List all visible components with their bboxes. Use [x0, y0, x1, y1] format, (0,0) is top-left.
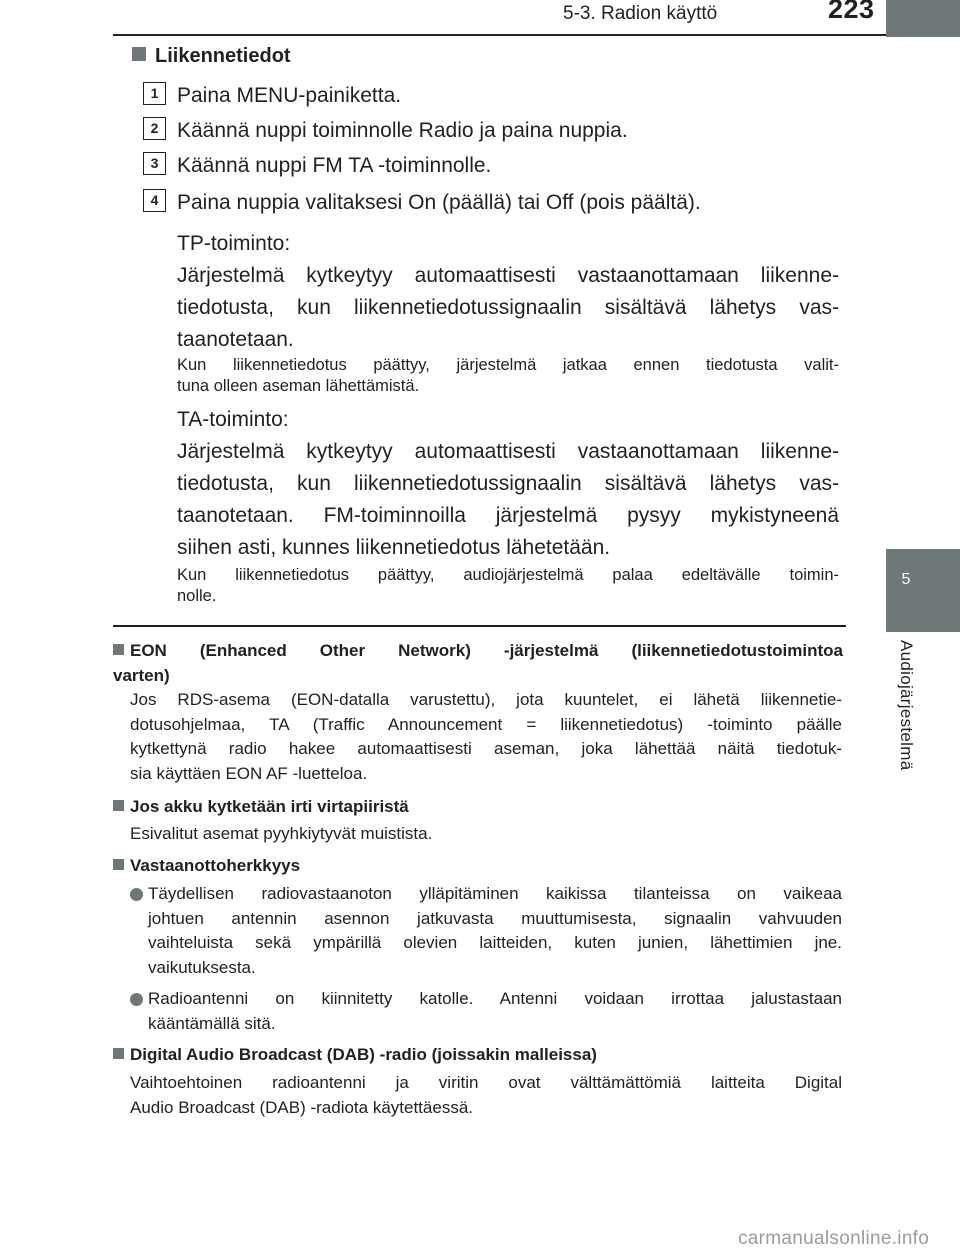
bullet-line: kääntämällä sitä. [148, 1013, 276, 1033]
dab-title-text: Digital Audio Broadcast (DAB) -radio (joissakin malleissa) [130, 1045, 597, 1064]
square-bullet-icon [113, 859, 124, 870]
battery-body: Esivalitut asemat pyyhkiytyvät muistista. [130, 824, 433, 843]
chapter-number: 5 [901, 571, 911, 588]
eon-title-line [113, 638, 843, 663]
step-text: Paina nuppia valitaksesi On (päällä) tai Off (pois päältä). [177, 191, 701, 214]
tp-description [177, 228, 839, 356]
ta-description [177, 404, 839, 564]
battery-title-text: Jos akku kytketään irti virtapiiristä [130, 797, 409, 816]
dab-body-line: Audio Broadcast (DAB) -radiota käytettäessä. [130, 1097, 473, 1117]
tp-note-line: Kun liikennetiedotus päättyy, järjestelmä jatkaa ennen tiedotusta valit- [177, 356, 839, 374]
header-section-title: 5-3. Radion käyttö [563, 3, 718, 24]
sensitivity-title-text: Vastaanottoherkkyys [130, 856, 301, 875]
square-bullet-icon [113, 800, 124, 811]
ta-heading: TA-toiminto: [177, 408, 289, 431]
ta-note-line: nolle. [177, 587, 217, 605]
chapter-label: Audiojärjestelmä [897, 640, 916, 771]
eon-body-line: sia käyttäen EON AF -luetteloa. [130, 763, 368, 783]
step-text: Käännä nuppi FM TA -toiminnolle. [177, 154, 492, 177]
round-bullet-icon [130, 993, 143, 1006]
square-bullet-icon [132, 47, 146, 61]
ta-line: siihen asti, kunnes liikennetiedotus lähetetään. [177, 536, 611, 559]
section-title-text: Liikennetiedot [155, 45, 291, 67]
round-bullet-icon [130, 888, 143, 901]
bullet-line: Radioantenni on kiinnitetty katolle. Antenni voidaan irrottaa jalustastaan [148, 989, 842, 1008]
bullet-line: Täydellisen radiovastaanoton ylläpitäminen kaikissa tilanteissa on vaikeaa [148, 884, 842, 903]
step-number-box: 1 [143, 82, 166, 105]
watermark: carmanualsonline.info [738, 1228, 930, 1249]
step-text: Käännä nuppi toiminnolle Radio ja paina nuppia. [177, 119, 628, 142]
eon-title-line: varten) [113, 666, 170, 685]
eon-body [130, 688, 842, 786]
dab-body [130, 1071, 842, 1120]
step-number-box: 3 [143, 152, 166, 175]
square-bullet-icon [113, 644, 124, 655]
dab-title [113, 1042, 843, 1067]
step-number-box: 4 [143, 189, 166, 212]
ta-line: taanotetaan. FM-toiminnoilla järjestelmä pysyy mykistyneenä [177, 504, 839, 527]
bullet-line: vaihteluista sekä ympärillä olevien laitteiden, kuten junien, lähettimien jne. [148, 933, 842, 952]
eon-title [113, 638, 843, 688]
tp-note-line: tuna olleen aseman lähettämistä. [177, 377, 420, 395]
header-rule [113, 34, 960, 36]
tp-note [177, 355, 839, 397]
sensitivity-bullet-2 [148, 987, 842, 1036]
ta-line: tiedotusta, kun liikennetiedotussignaalin sisältävä lähetys vas- [177, 472, 839, 495]
tp-line: Järjestelmä kytkeytyy automaattisesti vastaanottamaan liikenne- [177, 264, 839, 287]
eon-title-text: EON (Enhanced Other Network) -järjestelmä (liikennetiedotustoimintoa [130, 641, 843, 660]
tp-line: tiedotusta, kun liikennetiedotussignaalin sisältävä lähetys vas- [177, 296, 839, 319]
chapter-tab [886, 549, 960, 632]
header-tab-bar [886, 0, 960, 37]
ta-line: Järjestelmä kytkeytyy automaattisesti vastaanottamaan liikenne- [177, 440, 839, 463]
step-number-box: 2 [143, 117, 166, 140]
eon-body-line: kytkettynä radio hakee automaattisesti aseman, joka lähettää näitä tiedotuk- [130, 739, 842, 758]
sensitivity-title [113, 853, 843, 878]
ta-note-line: Kun liikennetiedotus päättyy, audiojärjestelmä palaa edeltävälle toimin- [177, 566, 839, 584]
section-divider [113, 625, 846, 627]
bullet-line: vaikutuksesta. [148, 957, 256, 977]
step-text: Paina MENU-painiketta. [177, 84, 402, 107]
dab-body-line: Vaihtoehtoinen radioantenni ja viritin ovat välttämättömiä laitteita Digital [130, 1073, 842, 1092]
page-number: 223 [828, 0, 875, 24]
eon-body-line: dotusohjelmaa, TA (Traffic Announcement = liikennetiedotus) -toiminto päälle [130, 714, 842, 734]
square-bullet-icon [113, 1048, 124, 1059]
battery-title [113, 794, 843, 819]
tp-line: taanotetaan. [177, 328, 294, 351]
bullet-line: johtuen antennin asennon jatkuvasta muuttumisesta, signaalin vahvuuden [148, 908, 842, 928]
tp-heading: TP-toiminto: [177, 232, 291, 255]
section-title [132, 45, 291, 68]
ta-note [177, 565, 839, 607]
sensitivity-bullet-1 [148, 882, 842, 980]
eon-body-line: Jos RDS-asema (EON-datalla varustettu), jota kuuntelet, ei lähetä liikennetie- [130, 690, 842, 709]
